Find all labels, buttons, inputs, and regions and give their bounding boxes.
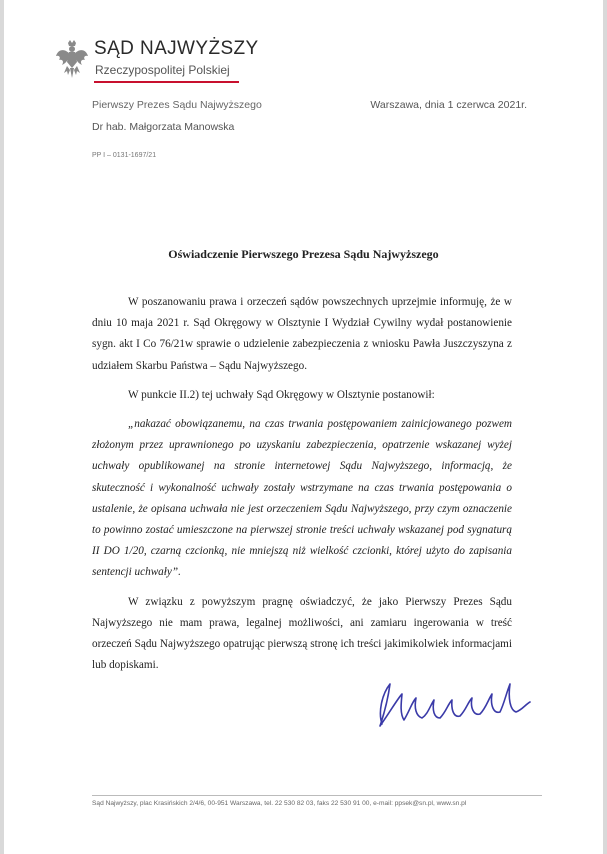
- court-name: SĄD NAJWYŻSZY: [94, 38, 259, 59]
- signer-title: Pierwszy Prezes Sądu Najwyższego: [92, 99, 262, 111]
- polish-eagle-emblem-icon: [55, 40, 89, 80]
- paragraph-1: W poszanowaniu prawa i orzeczeń sądów powszechnych uprzejmie informuję, że w dniu 10 maja 2021 r. Sąd Okręgowy w Olsztynie I Wydział Cywilny wydał postanowienie sygn. akt I Co 76/21w sprawie o udzielenie zabezpieczenia z wniosku Pawła Juszczyszyna z udziałem Skarbu Państwa – Sądu Najwyższego.: [92, 296, 512, 372]
- quoted-ruling: „nakazać obowiązanemu, na czas trwania postępowaniem zainicjowanego pozwem złożonym przez uprawnionego po uzyskaniu zabezpieczenia, opatrzenie wskazanej wyżej uchwały opublikowanej na stronie internetowej Sądu Najwyższego, informacją, że skuteczność i wykonalność uchwały zostały wstrzymane na czas trwania postępowania o ustalenie, że opisana uchwała nie jest orzeczeniem Sądu Najwyższego, przy czym oznaczenie to powinno zostać umieszczone na pierwszej stronie treści uchwały wskazanej pod sygnaturą II DO 1/20, czarną czcionką, nie mniejszą niż wielkość czcionki, której użyto do zapisania sentencji uchwały”.: [92, 418, 512, 579]
- footer-divider: [92, 795, 542, 796]
- court-subtitle: Rzeczypospolitej Polskiej: [95, 63, 230, 77]
- handwritten-signature: [368, 664, 543, 739]
- reference-number: PP I – 0131-1697/21: [92, 152, 157, 159]
- paragraph-statement: W związku z powyższym pragnę oświadczyć, że jako Pierwszy Prezes Sądu Najwyższego nie mam prawa, legalnej możliwości, ani zamiaru ingerowania w treść orzeczeń Sądu Najwyższego opatrując pierwszą stronę ich treści jakimikolwiek informacjami lub dopiskami.: [92, 595, 512, 672]
- place-date: Warszawa, dnia 1 czerwca 2021r.: [370, 99, 527, 111]
- document-body: [92, 292, 512, 676]
- paragraph-2: W punkcie II.2) tej uchwały Sąd Okręgowy w Olsztynie postanowił:: [128, 388, 435, 401]
- header-accent-rule: [94, 81, 239, 83]
- footer-address: Sąd Najwyższy, plac Krasińskich 2/4/6, 00-951 Warszawa, tel. 22 530 82 03, faks 22 530 91 00, e-mail: ppsek@sn.pl, www.sn.pl: [92, 800, 467, 807]
- signer-name: Dr hab. Małgorzata Manowska: [92, 121, 235, 133]
- document-title: Oświadczenie Pierwszego Prezesa Sądu Najwyższego: [168, 247, 439, 261]
